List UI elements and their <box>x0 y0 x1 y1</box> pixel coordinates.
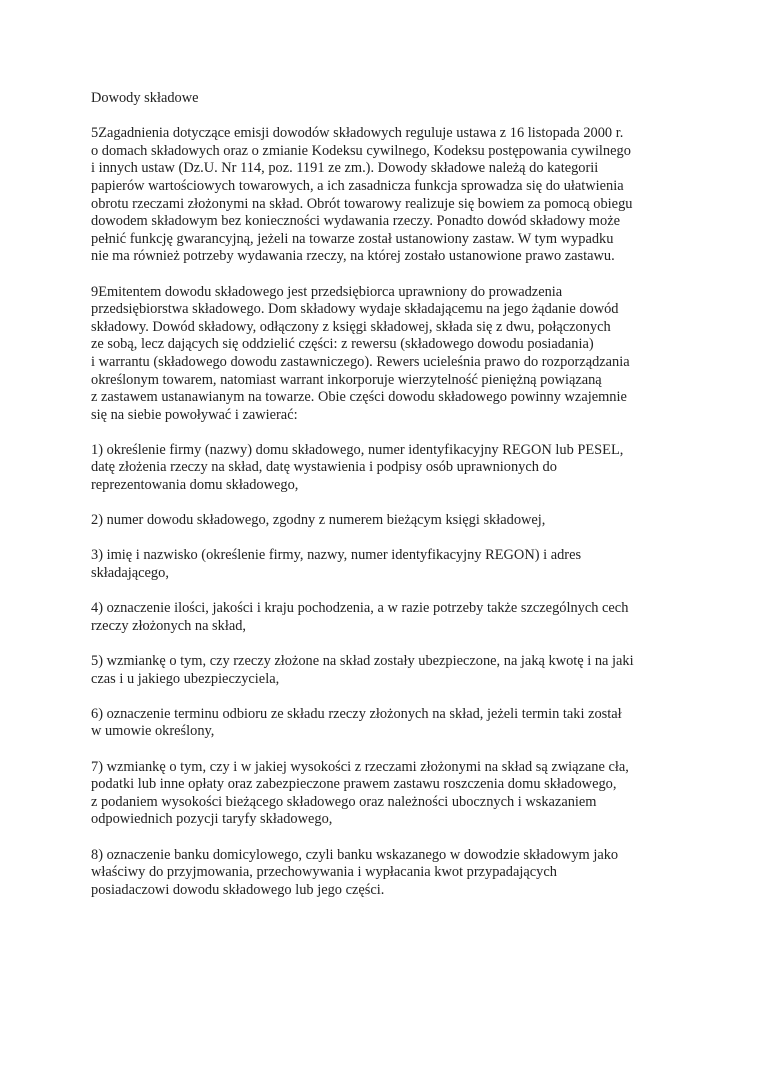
list-item: 7) wzmiankę o tym, czy i w jakiej wysokości z rzeczami złożonymi na skład są związane cła, podatki lub inne opłaty oraz zabezpieczone prawem zastawu roszczenia domu składowego, z podaniem wysokości bieżącego składowego oraz należności ubocznych i wskazaniem odpowiednich pozycji taryfy składowego, <box>91 758 629 828</box>
document-body <box>91 90 671 917</box>
document-title: Dowody składowe <box>91 90 199 106</box>
paragraph-intro: 5Zagadnienia dotyczące emisji dowodów składowych reguluje ustawa z 16 listopada 2000 r. o domach składowych oraz o zmianie Kodeksu cywilnego, Kodeksu postępowania cywilnego i innych ustaw (Dz.U. Nr 114, poz. 1191 ze zm.). Dowody składowe należą do kategorii papierów wartościowych towarowych, a ich zasadnicza funkcja sprowadza się do ułatwienia obrotu rzeczami złożonymi na skład. Obrót towarowy realizuje się bowiem za pomocą obiegu dowodem składowym bez konieczności wydawania rzeczy. Ponadto dowód składowy może pełnić funkcję gwarancyjną, jeżeli na towarze został ustanowiony zastaw. W tym wypadku nie ma również potrzeby wydawania rzeczy, na której zostało ustanowione prawo zastawu. <box>91 125 633 265</box>
list-item: 3) imię i nazwisko (określenie firmy, nazwy, numer identyfikacyjny REGON) i adres składającego, <box>91 547 582 582</box>
list-item: 2) numer dowodu składowego, zgodny z numerem bieżącym księgi składowej, <box>91 512 546 529</box>
list-item: 5) wzmiankę o tym, czy rzeczy złożone na skład zostały ubezpieczone, na jaką kwotę i na jaki czas i u jakiego ubezpieczyciela, <box>91 653 634 687</box>
list-item: 6) oznaczenie terminu odbioru ze składu rzeczy złożonych na skład, jeżeli termin taki został w umowie określony, <box>91 705 622 740</box>
list-item: 8) oznaczenie banku domicylowego, czyli banku wskazanego w dowodzie składowym jako właściwy do przyjmowania, przechowywania i wypłacania kwot przypadających posiadaczowi dowodu składowego lub jego części. <box>91 846 619 898</box>
list-item: 1) określenie firmy (nazwy) domu składowego, numer identyfikacyjny REGON lub PESEL, datę złożenia rzeczy na skład, datę wystawienia i podpisy osób uprawnionych do reprezentowania domu składowego, <box>91 441 624 494</box>
paragraph-issuer: 9Emitentem dowodu składowego jest przedsiębiorca uprawniony do prowadzenia przedsiębiorstwa składowego. Dom składowy wydaje składającemu na jego żądanie dowód składowy. Dowód składowy, odłączony z księgi składowej, składa się z dwu, połączonych ze sobą, lecz dających się oddzielić części: z rewersu (składowego dowodu posiadania) i warrantu (składowego dowodu zastawniczego). Rewers ucieleśnia prawo do rozporządzania określonym towarem, natomiast warrant inkorporuje wierzytelność pieniężną powiązaną z zastawem ustanawianym na towarze. Obie części dowodu składowego powinny wzajemnie się na siebie powoływać i zawierać: <box>91 283 630 423</box>
list-item: 4) oznaczenie ilości, jakości i kraju pochodzenia, a w razie potrzeby także szczególnych cech rzeczy złożonych na skład, <box>91 600 629 634</box>
